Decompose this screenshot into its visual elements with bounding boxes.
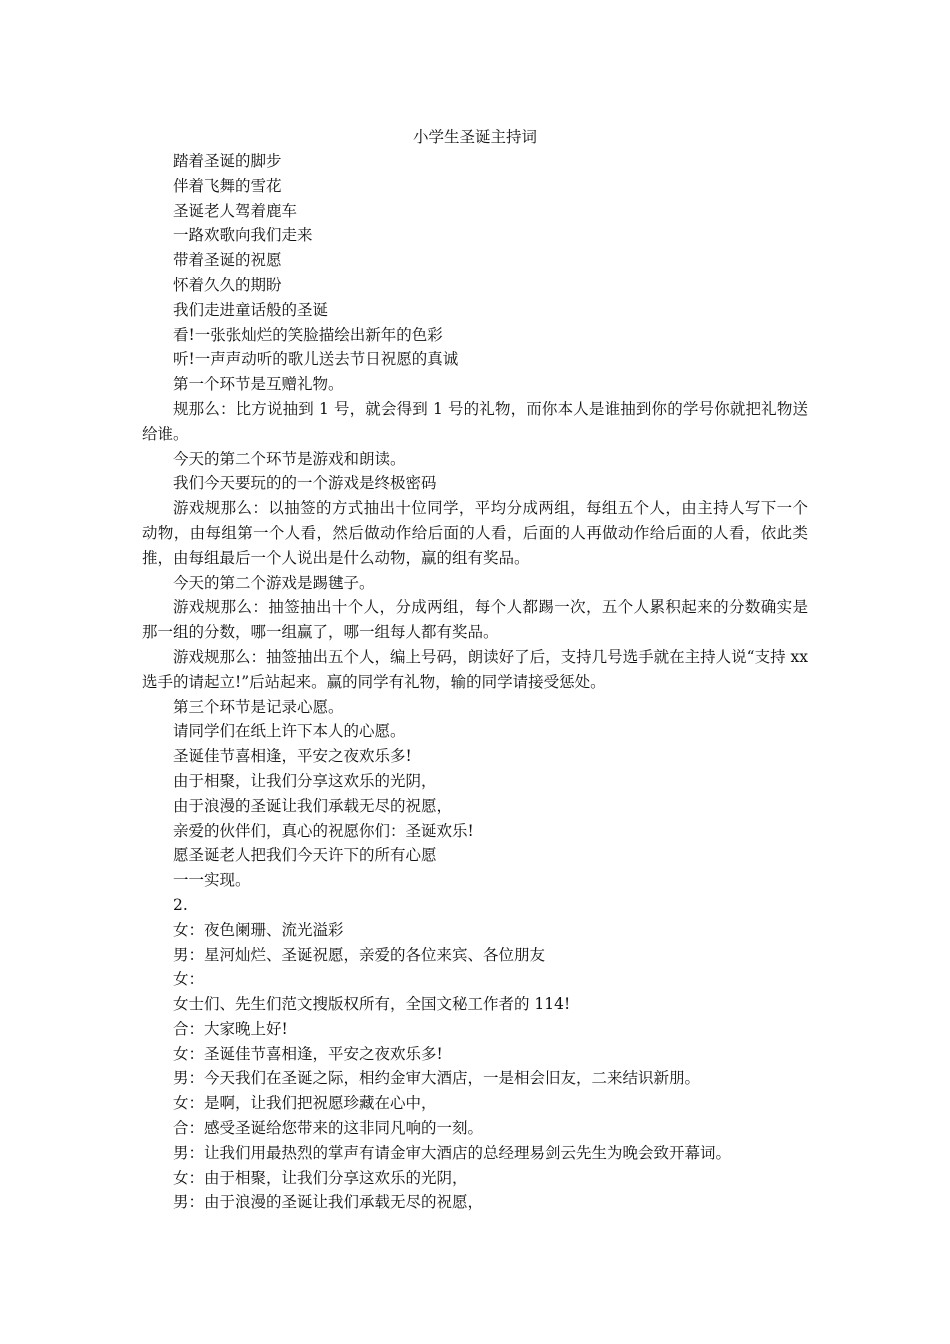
paragraph: 带着圣诞的祝愿	[173, 251, 282, 270]
paragraph: 女：	[173, 970, 205, 989]
document-title: 小学生圣诞主持词	[412, 128, 537, 146]
paragraph: 我们走进童话般的圣诞	[173, 300, 329, 319]
paragraph: 女：由于相聚，让我们分享这欢乐的光阴，	[173, 1168, 468, 1187]
paragraph: 男：今天我们在圣诞之际，相约金审大酒店，一是相会旧友，二来结识新朋。	[173, 1069, 701, 1088]
paragraph: 女：夜色阑珊、流光溢彩	[173, 920, 344, 939]
paragraph: 我们今天要玩的的一个游戏是终极密码	[173, 474, 437, 493]
paragraph: 男：让我们用最热烈的掌声有请金审大酒店的总经理易剑云先生为晚会致开幕词。	[173, 1143, 732, 1162]
paragraph: 规那么：比方说抽到 1 号，就会得到 1 号的礼物，而你本人是谁抽到你的学号你就把礼物送给谁。	[142, 399, 808, 443]
paragraph: 游戏规那么：以抽签的方式抽出十位同学，平均分成两组，每组五个人，由主持人写下一个动物，由每组第一个人看，然后做动作给后面的人看，后面的人再做动作给后面的人看，依此类推，由每组最后一个人说出是什么动物，赢的组有奖品。	[142, 499, 808, 567]
paragraph: 亲爱的伙伴们，真心的祝愿你们：圣诞欢乐!	[173, 821, 474, 840]
paragraph: 一一实现。	[173, 871, 251, 890]
paragraph: 一路欢歌向我们走来	[173, 226, 313, 245]
paragraph: 由于浪漫的圣诞让我们承载无尽的祝愿，	[173, 796, 453, 815]
paragraph: 今天的第二个环节是游戏和朗读。	[173, 449, 406, 468]
paragraph: 踏着圣诞的脚步	[173, 152, 282, 170]
paragraph: 2.	[173, 895, 188, 914]
document-body	[142, 149, 808, 1215]
paragraph: 看!一张张灿烂的笑脸描绘出新年的色彩	[173, 325, 443, 344]
paragraph: 圣诞佳节喜相逢，平安之夜欢乐多!	[173, 747, 412, 766]
paragraph: 圣诞老人驾着鹿车	[173, 201, 298, 220]
paragraph: 游戏规那么：抽签抽出十个人，分成两组，每个人都踢一次，五个人累积起来的分数确实是那一组的分数，哪一组赢了，哪一组每人都有奖品。	[142, 598, 808, 642]
paragraph: 女士们、先生们范文搜版权所有，全国文秘工作者的 114!	[173, 995, 571, 1014]
paragraph: 今天的第二个游戏是踢毽子。	[173, 573, 375, 592]
paragraph: 合：感受圣诞给您带来的这非同凡响的一刻。	[173, 1119, 484, 1138]
paragraph: 第三个环节是记录心愿。	[173, 697, 344, 716]
paragraph: 合：大家晚上好!	[173, 1019, 288, 1038]
paragraph: 愿圣诞老人把我们今天许下的所有心愿	[173, 846, 437, 865]
paragraph: 请同学们在纸上许下本人的心愿。	[173, 722, 406, 741]
paragraph: 由于相聚，让我们分享这欢乐的光阴，	[173, 771, 437, 790]
paragraph: 女：是啊，让我们把祝愿珍藏在心中，	[173, 1094, 437, 1113]
paragraph: 游戏规那么：抽签抽出五个人，编上号码，朗读好了后，支持几号选手就在主持人说“支持 xx 选手的请起立!”后站起来。赢的同学有礼物，输的同学请接受惩处。	[142, 647, 808, 691]
paragraph: 听!一声声动听的歌儿送去节日祝愿的真诚	[173, 350, 459, 369]
paragraph: 第一个环节是互赠礼物。	[173, 375, 344, 394]
document-page	[142, 125, 808, 1215]
paragraph: 伴着飞舞的雪花	[173, 176, 282, 195]
paragraph: 男：由于浪漫的圣诞让我们承载无尽的祝愿，	[173, 1193, 484, 1212]
paragraph: 女：圣诞佳节喜相逢，平安之夜欢乐多!	[173, 1044, 443, 1063]
paragraph: 男：星河灿烂、圣诞祝愿，亲爱的各位来宾、各位朋友	[173, 945, 546, 964]
paragraph: 怀着久久的期盼	[173, 275, 282, 294]
